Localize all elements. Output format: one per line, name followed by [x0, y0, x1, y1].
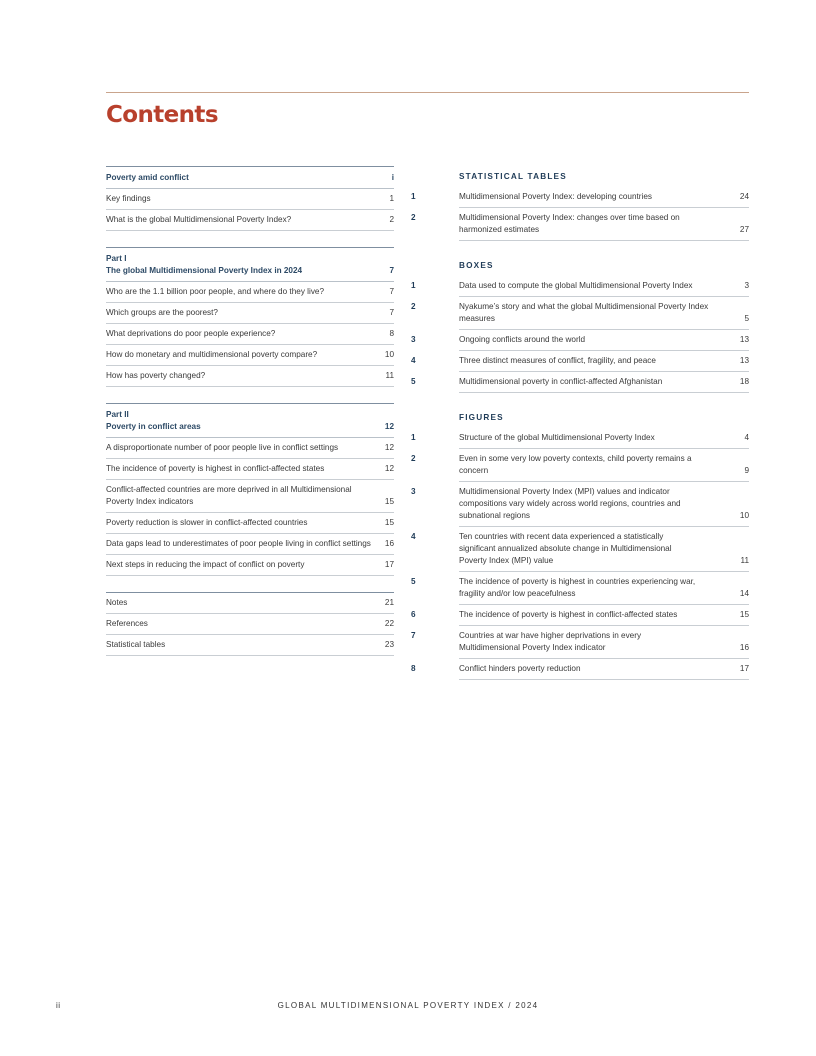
entry-text: Structure of the global Multidimensional Poverty Index — [459, 433, 655, 442]
entry-text: Multidimensional Poverty Index: developing countries — [459, 192, 652, 201]
list-entry[interactable] — [411, 330, 749, 351]
entry-text: Multidimensional Poverty Index (MPI) values and indicator compositions vary widely across world regions, countries and subnational regions — [459, 487, 681, 520]
section-header[interactable] — [106, 247, 394, 282]
list-entry[interactable] — [411, 482, 749, 527]
toc-entry[interactable] — [106, 635, 394, 656]
entry-page: 9 — [744, 466, 749, 475]
entry-text: Three distinct measures of conflict, fragility, and peace — [459, 356, 656, 365]
list-boxes — [411, 255, 749, 393]
entry-body — [459, 626, 749, 659]
list-entry[interactable] — [411, 208, 749, 241]
entry-body — [459, 449, 749, 482]
toc-entry-text: What deprivations do poor people experience? — [106, 329, 276, 338]
entry-text: Data used to compute the global Multidimensional Poverty Index — [459, 281, 693, 290]
entry-number: 3 — [411, 335, 416, 344]
entry-number: 5 — [411, 577, 416, 586]
toc-entry-page: 8 — [389, 329, 394, 338]
toc-entry-page: 15 — [384, 518, 394, 527]
entry-number: 4 — [411, 356, 416, 365]
toc-entry-text: Which groups are the poorest? — [106, 308, 218, 317]
toc-entry-page: 7 — [389, 308, 394, 317]
list-entry[interactable] — [411, 187, 749, 208]
page-title: Contents — [106, 102, 218, 128]
toc-entry-page: 16 — [384, 539, 394, 548]
entry-text: Multidimensional Poverty Index: changes over time based on harmonized estimates — [459, 213, 680, 234]
toc-entry[interactable] — [106, 366, 394, 387]
entry-page: 4 — [744, 433, 749, 442]
list-title: BOXES — [459, 261, 494, 270]
entry-body — [459, 659, 749, 680]
toc-entry-text: A disproportionate number of poor people live in conflict settings — [106, 443, 339, 452]
list-entry[interactable] — [411, 527, 749, 572]
toc-entry[interactable] — [106, 438, 394, 459]
toc-entry-text: How do monetary and multidimensional poverty compare? — [106, 350, 318, 359]
entry-body — [459, 572, 749, 605]
section-page: 7 — [389, 266, 394, 275]
footer-running-title: GLOBAL MULTIDIMENSIONAL POVERTY INDEX / 2024 — [277, 1001, 539, 1010]
list-entry[interactable] — [411, 297, 749, 330]
toc-entry-text: Statistical tables — [106, 640, 166, 649]
entry-body — [459, 187, 749, 208]
list-title: STATISTICAL TABLES — [459, 172, 567, 181]
section-title-block — [106, 253, 302, 277]
toc-entry-text: References — [106, 619, 148, 628]
toc-entry-page: 10 — [384, 350, 394, 359]
toc-entry-text: The incidence of poverty is highest in conflict-affected states — [106, 464, 325, 473]
entry-number: 5 — [411, 377, 416, 386]
toc-entry[interactable] — [106, 210, 394, 231]
toc-entry-text: How has poverty changed? — [106, 371, 206, 380]
entry-page: 17 — [739, 664, 749, 673]
section-title: Poverty in conflict areas — [106, 422, 201, 431]
toc-entry-page: 15 — [384, 497, 394, 506]
entry-text: The incidence of poverty is highest in conflict-affected states — [459, 610, 678, 619]
toc-entry[interactable] — [106, 480, 394, 513]
list-entry[interactable] — [411, 626, 749, 659]
toc-entry-text: Next steps in reducing the impact of conflict on poverty — [106, 560, 305, 569]
entry-page: 24 — [739, 192, 749, 201]
toc-entry[interactable] — [106, 303, 394, 324]
entry-body — [459, 330, 749, 351]
toc-entry-page: 12 — [384, 443, 394, 452]
entry-number: 7 — [411, 631, 416, 640]
toc-entry[interactable] — [106, 459, 394, 480]
entry-number: 2 — [411, 213, 416, 222]
entry-page: 5 — [744, 314, 749, 323]
toc-entry[interactable] — [106, 189, 394, 210]
entry-body — [459, 351, 749, 372]
toc-lists-column — [411, 166, 749, 694]
entry-page: 18 — [739, 377, 749, 386]
entry-body — [459, 372, 749, 393]
part-label: Part I — [106, 254, 127, 263]
section-title: The global Multidimensional Poverty Index in 2024 — [106, 266, 303, 275]
toc-entry-page: 17 — [384, 560, 394, 569]
entry-page: 13 — [739, 335, 749, 344]
entry-body — [459, 276, 749, 297]
list-header — [411, 255, 749, 276]
list-entry[interactable] — [411, 428, 749, 449]
entry-text: The incidence of poverty is highest in countries experiencing war, fragility and/or low peacefulness — [459, 577, 696, 598]
toc-entry-text: Data gaps lead to underestimates of poor people living in conflict settings — [106, 539, 371, 548]
entry-number: 1 — [411, 433, 416, 442]
list-entry[interactable] — [411, 449, 749, 482]
entry-body — [459, 482, 749, 527]
entry-page: 15 — [739, 610, 749, 619]
list-header — [411, 407, 749, 428]
top-rule — [106, 92, 749, 93]
toc-entry[interactable] — [106, 555, 394, 576]
section-page: 12 — [384, 422, 394, 431]
toc-entry-page: 23 — [384, 640, 394, 649]
entry-page: 16 — [739, 643, 749, 652]
toc-entry-page: 11 — [385, 371, 394, 380]
entry-number: 6 — [411, 610, 416, 619]
list-title: FIGURES — [459, 413, 504, 422]
toc-entry[interactable] — [106, 534, 394, 555]
entry-text: Even in some very low poverty contexts, child poverty remains a concern — [459, 454, 692, 475]
entry-text: Ongoing conflicts around the world — [459, 335, 586, 344]
entry-text: Nyakume’s story and what the global Multidimensional Poverty Index measures — [459, 302, 709, 323]
list-figures — [411, 407, 749, 680]
toc-section-intro — [106, 166, 394, 231]
toc-section-part-2 — [106, 403, 394, 576]
list-entry[interactable] — [411, 351, 749, 372]
entry-number: 4 — [411, 532, 416, 541]
toc-entry[interactable] — [106, 345, 394, 366]
entry-page: 3 — [744, 281, 749, 290]
list-entry[interactable] — [411, 572, 749, 605]
entry-body — [459, 208, 749, 241]
toc-entry-text: Conflict-affected countries are more deprived in all Multidimensional Poverty Index indicators — [106, 485, 352, 506]
entry-number: 1 — [411, 192, 416, 201]
toc-entry-page: 2 — [389, 215, 394, 224]
entry-number: 1 — [411, 281, 416, 290]
entry-number: 3 — [411, 487, 416, 496]
toc-entry-text: What is the global Multidimensional Poverty Index? — [106, 215, 292, 224]
toc-entry-text: Who are the 1.1 billion poor people, and where do they live? — [106, 287, 325, 296]
entry-body — [459, 297, 749, 330]
section-header[interactable] — [106, 166, 394, 189]
list-header — [411, 166, 749, 187]
entry-body — [459, 428, 749, 449]
toc-entry-page: 22 — [384, 619, 394, 628]
toc-entry[interactable] — [106, 324, 394, 345]
section-header[interactable] — [106, 403, 394, 438]
list-entry[interactable] — [411, 372, 749, 393]
toc-entry-text: Poverty reduction is slower in conflict-affected countries — [106, 518, 308, 527]
toc-entry[interactable] — [106, 513, 394, 534]
entry-body — [459, 527, 749, 572]
footer-page-number: ii — [56, 1001, 61, 1010]
section-title-block — [106, 409, 201, 433]
entry-page: 10 — [739, 511, 749, 520]
toc-entry[interactable] — [106, 593, 394, 614]
entry-number: 2 — [411, 454, 416, 463]
entry-page: 27 — [739, 225, 749, 234]
entry-number: 8 — [411, 664, 416, 673]
toc-entry-page: 21 — [384, 598, 394, 607]
entry-page: 14 — [739, 589, 749, 598]
toc-back-matter — [106, 592, 394, 656]
entry-number: 2 — [411, 302, 416, 311]
list-entry[interactable] — [411, 659, 749, 680]
toc-entry[interactable] — [106, 614, 394, 635]
entry-page: 11 — [740, 556, 749, 565]
entry-text: Ten countries with recent data experienced a statistically significant annualized absolute change in Multidimensional Poverty Index (MPI) value — [459, 532, 672, 565]
entry-text: Multidimensional poverty in conflict-affected Afghanistan — [459, 377, 663, 386]
entry-page: 13 — [739, 356, 749, 365]
toc-main-column — [106, 166, 394, 656]
section-title: Poverty amid conflict — [106, 173, 189, 182]
toc-entry[interactable] — [106, 282, 394, 303]
toc-entry-text: Key findings — [106, 194, 151, 203]
toc-entry-page: 7 — [389, 287, 394, 296]
entry-text: Countries at war have higher deprivations in every Multidimensional Poverty Index indicator — [459, 631, 642, 652]
list-entry[interactable] — [411, 605, 749, 626]
toc-entry-page: 1 — [389, 194, 394, 203]
list-statistical-tables — [411, 166, 749, 241]
section-page: i — [391, 173, 394, 182]
toc-entry-text: Notes — [106, 598, 128, 607]
part-label: Part II — [106, 410, 129, 419]
toc-section-part-1 — [106, 247, 394, 387]
entry-body — [459, 605, 749, 626]
list-entry[interactable] — [411, 276, 749, 297]
entry-text: Conflict hinders poverty reduction — [459, 664, 581, 673]
toc-entry-page: 12 — [384, 464, 394, 473]
